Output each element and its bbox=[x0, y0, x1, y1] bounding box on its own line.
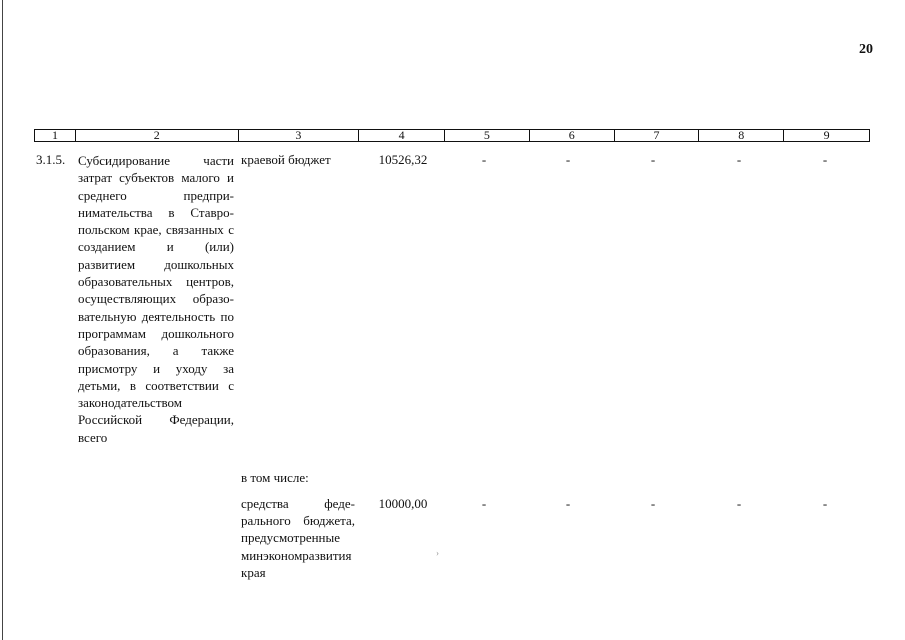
subrow-col-8-value: - bbox=[736, 496, 742, 511]
row-col-5-value: - bbox=[481, 152, 487, 167]
subrow-col-6-value: - bbox=[565, 496, 571, 511]
header-col-4: 4 bbox=[359, 130, 445, 141]
page-number: 20 bbox=[859, 42, 873, 57]
scan-speck: › bbox=[436, 548, 439, 558]
subrow-label: в том числе: bbox=[241, 470, 309, 485]
header-col-7: 7 bbox=[615, 130, 700, 141]
header-col-1: 1 bbox=[35, 130, 76, 141]
page-margin-line bbox=[2, 0, 3, 640]
header-col-2: 2 bbox=[76, 130, 239, 141]
header-col-5: 5 bbox=[445, 130, 530, 141]
row-funding-source: краевой бюджет bbox=[241, 152, 331, 167]
subrow-amount: 10000,00 bbox=[378, 496, 428, 511]
row-amount: 10526,32 bbox=[378, 152, 428, 167]
header-col-9: 9 bbox=[823, 128, 830, 142]
table-header-row bbox=[34, 129, 870, 142]
subrow-col-9-value: - bbox=[822, 496, 828, 511]
subrow-col-5-value: - bbox=[481, 496, 487, 511]
row-col-7-value: - bbox=[650, 152, 656, 167]
subrow-col-7-value: - bbox=[650, 496, 656, 511]
header-col-6: 6 bbox=[530, 130, 615, 141]
row-col-8-value: - bbox=[736, 152, 742, 167]
row-description: Субсидирование части затрат субъектов малого и среднего предпринимательства в Ставропольском крае, связанных с созданием и (или) развитием дошкольных образовательных центров, осуществляющих образовательную деятельность по программам дошкольного образования, а также присмотру и уходу за детьми, в соответствии с законодательством Российской Федерации, всего bbox=[78, 153, 234, 445]
header-col-8: 8 bbox=[699, 130, 784, 141]
row-col-6-value: - bbox=[565, 152, 571, 167]
row-col-9-value: - bbox=[822, 152, 828, 167]
row-number: 3.1.5. bbox=[36, 152, 66, 167]
header-col-3: 3 bbox=[239, 130, 360, 141]
subrow-funding-source: средства федерального бюджета, предусмотренные минэкономразвития края bbox=[241, 496, 355, 580]
